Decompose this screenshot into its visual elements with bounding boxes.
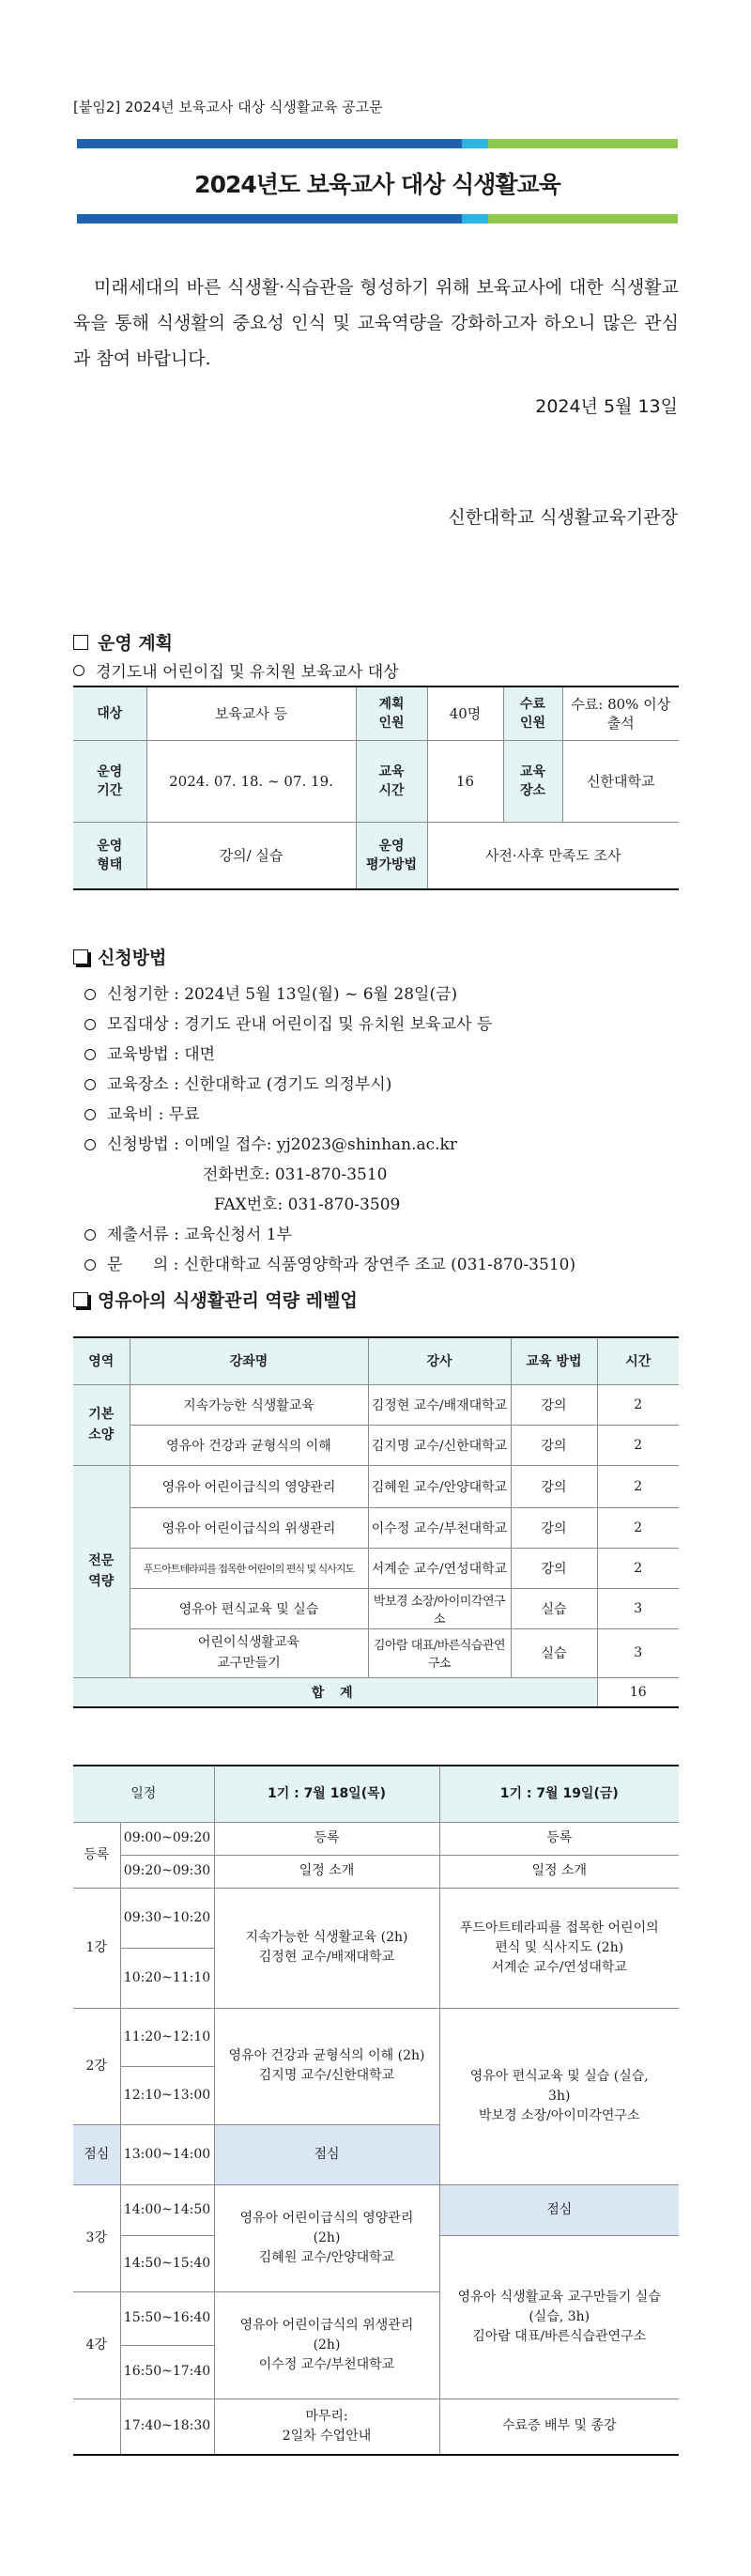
hours-cell: 2 <box>597 1384 679 1425</box>
session-cell: 영유아 식생활교육 교구만들기 실습 (실습, 3h) 김아람 대표/바른식습관연구소 <box>439 2235 679 2399</box>
title-bottom-bar <box>77 214 678 224</box>
table-cell: 2024. 07. 18. ~ 07. 19. <box>146 740 356 822</box>
session-cell: 점심 <box>214 2124 439 2184</box>
course-cell: 영유아 건강과 균형식의 이해 <box>130 1425 368 1465</box>
session-cell: 영유아 편식교육 및 실습 (실습, 3h) 박보경 소장/아이미각연구소 <box>439 2008 679 2184</box>
method-cell: 강의 <box>511 1384 597 1425</box>
table-cell: 16 <box>427 740 503 822</box>
announcement-date: 2024년 5월 13일 <box>535 396 678 417</box>
method-cell: 실습 <box>511 1628 597 1677</box>
circle-bullet-icon <box>84 989 96 1000</box>
session-cell: 영유아 어린이급식의 영양관리 (2h) 김혜원 교수/안양대학교 <box>214 2184 439 2291</box>
square-bullet-icon <box>73 949 88 964</box>
square-bullet-icon <box>73 1292 88 1307</box>
circle-bullet-icon <box>84 1139 96 1150</box>
table-cell: 수료: 80% 이상 출석 <box>562 686 679 740</box>
course-cell: 어린이식생활교육 교구만들기 <box>130 1628 368 1677</box>
period-cell: 3강 <box>73 2184 120 2291</box>
period-cell: 1강 <box>73 1888 120 2008</box>
period-cell: 2강 <box>73 2008 120 2124</box>
method-cell: 강의 <box>511 1425 597 1465</box>
session-cell: 등록 <box>214 1822 439 1855</box>
course-cell: 지속가능한 식생활교육 <box>130 1384 368 1425</box>
total-row <box>73 1677 679 1707</box>
method-cell: 실습 <box>511 1588 597 1628</box>
lecturer-cell: 서계순 교수/연성대학교 <box>368 1548 511 1588</box>
table-cell: 강의/ 실습 <box>146 822 356 889</box>
table-row <box>73 1822 679 1855</box>
attachment-label: [붙임2] 2024년 보육교사 대상 식생활교육 공고문 <box>73 99 383 116</box>
circle-bullet-icon <box>84 1229 96 1241</box>
table-row <box>73 686 679 740</box>
session-cell: 마무리: 2일차 수업안내 <box>214 2399 439 2455</box>
period-cell: 등록 <box>73 1822 120 1888</box>
list-item: 교육비 : 무료 <box>84 1100 575 1130</box>
period-cell: 4강 <box>73 2291 120 2399</box>
course-cell: 영유아 어린이급식의 영양관리 <box>130 1465 368 1507</box>
lecturer-cell: 김지명 교수/신한대학교 <box>368 1425 511 1465</box>
target-note: 경기도내 어린이집 및 유치원 보육교사 대상 <box>73 658 399 682</box>
header-cell: 일정 <box>73 1766 214 1822</box>
time-cell: 09:20~09:30 <box>120 1855 214 1888</box>
header-cell: 강사 <box>368 1337 511 1384</box>
time-cell: 13:00~14:00 <box>120 2124 214 2184</box>
table-row <box>73 1628 679 1677</box>
header-cell: 대상 <box>73 686 146 740</box>
phone-line: 전화번호: 031-870-3510 <box>203 1165 388 1184</box>
period-cell <box>73 2399 120 2455</box>
hours-cell: 3 <box>597 1588 679 1628</box>
table-row <box>73 1855 679 1888</box>
circle-bullet-icon <box>84 1079 96 1090</box>
fax-line: FAX번호: 031-870-3509 <box>214 1195 401 1214</box>
session-cell: 일정 소개 <box>439 1855 679 1888</box>
header-cell: 운영 기간 <box>73 740 146 822</box>
table-row <box>73 2184 679 2235</box>
page-title: 2024년도 보육교사 대상 식생활교육 <box>194 171 560 198</box>
hours-cell: 3 <box>597 1628 679 1677</box>
header-cell: 시간 <box>597 1337 679 1384</box>
course-cell: 영유아 편식교육 및 실습 <box>130 1588 368 1628</box>
category-cell: 전문 역량 <box>73 1465 130 1677</box>
circle-bullet-icon <box>84 1049 96 1060</box>
time-cell: 10:20~11:10 <box>120 1948 214 2008</box>
lecturer-cell: 김혜원 교수/안양대학교 <box>368 1465 511 1507</box>
course-cell: 푸드아트테라피를 접목한 어린이의 편식 및 식사지도 <box>130 1548 368 1588</box>
time-cell: 15:50~16:40 <box>120 2291 214 2345</box>
table-row <box>73 1465 679 1507</box>
time-cell: 09:00~09:20 <box>120 1822 214 1855</box>
hours-cell: 2 <box>597 1507 679 1548</box>
session-cell: 영유아 건강과 균형식의 이해 (2h) 김지명 교수/신한대학교 <box>214 2008 439 2124</box>
header-cell: 1기 : 7월 19일(금) <box>439 1766 679 1822</box>
list-item: 신청방법 : 이메일 접수: yj2023@shinhan.ac.kr <box>84 1130 575 1160</box>
category-cell: 기본 소양 <box>73 1384 130 1465</box>
application-list <box>84 979 575 1280</box>
hours-cell: 2 <box>597 1465 679 1507</box>
table-row <box>73 1548 679 1588</box>
table-row <box>73 2399 679 2455</box>
table-row <box>73 822 679 889</box>
table-row <box>73 1888 679 1948</box>
table-row <box>73 2008 679 2066</box>
header-cell: 1기 : 7월 18일(목) <box>214 1766 439 1822</box>
lecturer-cell: 김정현 교수/배재대학교 <box>368 1384 511 1425</box>
list-item: 제출서류 : 교육신청서 1부 <box>84 1220 575 1250</box>
total-label: 합 계 <box>73 1677 597 1707</box>
time-cell: 14:50~15:40 <box>120 2235 214 2291</box>
lecturer-cell: 박보경 소장/아이미각연구소 <box>368 1588 511 1628</box>
time-cell: 11:20~12:10 <box>120 2008 214 2066</box>
hours-cell: 2 <box>597 1425 679 1465</box>
method-cell: 강의 <box>511 1465 597 1507</box>
header-cell: 운영 형태 <box>73 822 146 889</box>
table-cell: 사전·사후 만족도 조사 <box>427 822 679 889</box>
intro-paragraph: 미래세대의 바른 식생활·식습관을 형성하기 위해 보육교사에 대한 식생활교육을 통해 식생활의 중요성 인식 및 교육역량을 강화하고자 하오니 많은 관심과 참여 바랍니다. <box>73 277 679 369</box>
header-cell: 운영 평가방법 <box>356 822 427 889</box>
list-item: 문 의 : 신한대학교 식품영양학과 장연주 조교 (031-870-3510) <box>84 1250 575 1280</box>
table-row <box>73 1425 679 1465</box>
table-cell: 40명 <box>427 686 503 740</box>
section-operation-plan-heading: 운영 계획 <box>73 629 173 655</box>
signer: 신한대학교 식생활교육기관장 <box>448 507 678 528</box>
table-row <box>73 740 679 822</box>
title-top-bar <box>77 139 678 148</box>
table-cell: 보육교사 등 <box>146 686 356 740</box>
session-cell: 등록 <box>439 1822 679 1855</box>
header-cell: 교육 장소 <box>503 740 562 822</box>
circle-bullet-icon <box>84 1259 96 1271</box>
session-cell: 영유아 어린이급식의 위생관리 (2h) 이수정 교수/부천대학교 <box>214 2291 439 2399</box>
list-item: 모집대상 : 경기도 관내 어린이집 및 유치원 보육교사 등 <box>84 1010 575 1040</box>
table-row <box>73 1384 679 1425</box>
list-item: 교육방법 : 대면 <box>84 1040 575 1070</box>
section-curriculum-heading: 영유아의 식생활관리 역량 레벨업 <box>73 1287 358 1312</box>
method-cell: 강의 <box>511 1507 597 1548</box>
circle-bullet-icon <box>84 1019 96 1030</box>
header-cell: 영역 <box>73 1337 130 1384</box>
period-cell: 점심 <box>73 2124 120 2184</box>
session-cell: 푸드아트테라피를 접목한 어린이의 편식 및 식사지도 (2h) 서계순 교수/연성대학교 <box>439 1888 679 2008</box>
schedule-table <box>73 1765 679 2456</box>
circle-bullet-icon <box>84 1109 96 1120</box>
list-item: 신청기한 : 2024년 5월 13일(월) ~ 6월 28일(금) <box>84 979 575 1010</box>
time-cell: 14:00~14:50 <box>120 2184 214 2235</box>
lecturer-cell: 이수정 교수/부천대학교 <box>368 1507 511 1548</box>
header-cell: 강좌명 <box>130 1337 368 1384</box>
time-cell: 17:40~18:30 <box>120 2399 214 2455</box>
time-cell: 09:30~10:20 <box>120 1888 214 1948</box>
operation-plan-table <box>73 686 679 890</box>
session-cell: 일정 소개 <box>214 1855 439 1888</box>
time-cell: 16:50~17:40 <box>120 2345 214 2399</box>
header-cell: 수료 인원 <box>503 686 562 740</box>
session-cell: 지속가능한 식생활교육 (2h) 김정현 교수/배재대학교 <box>214 1888 439 2008</box>
hours-cell: 2 <box>597 1548 679 1588</box>
circle-bullet-icon <box>73 665 84 676</box>
list-item: 교육장소 : 신한대학교 (경기도 의정부시) <box>84 1070 575 1100</box>
session-cell: 수료증 배부 및 종강 <box>439 2399 679 2455</box>
table-row <box>73 1588 679 1628</box>
square-bullet-icon <box>73 635 88 650</box>
curriculum-table <box>73 1336 679 1708</box>
method-cell: 강의 <box>511 1548 597 1588</box>
header-cell: 교육 방법 <box>511 1337 597 1384</box>
lecturer-cell: 김아람 대표/바른식습관연구소 <box>368 1628 511 1677</box>
table-cell: 신한대학교 <box>562 740 679 822</box>
session-cell: 점심 <box>439 2184 679 2235</box>
total-hours: 16 <box>597 1677 679 1707</box>
time-cell: 12:10~13:00 <box>120 2066 214 2124</box>
table-header-row <box>73 1766 679 1822</box>
header-cell: 교육 시간 <box>356 740 427 822</box>
table-header-row <box>73 1337 679 1384</box>
header-cell: 계획 인원 <box>356 686 427 740</box>
course-cell: 영유아 어린이급식의 위생관리 <box>130 1507 368 1548</box>
table-row <box>73 1507 679 1548</box>
section-application-heading: 신청방법 <box>73 944 166 969</box>
